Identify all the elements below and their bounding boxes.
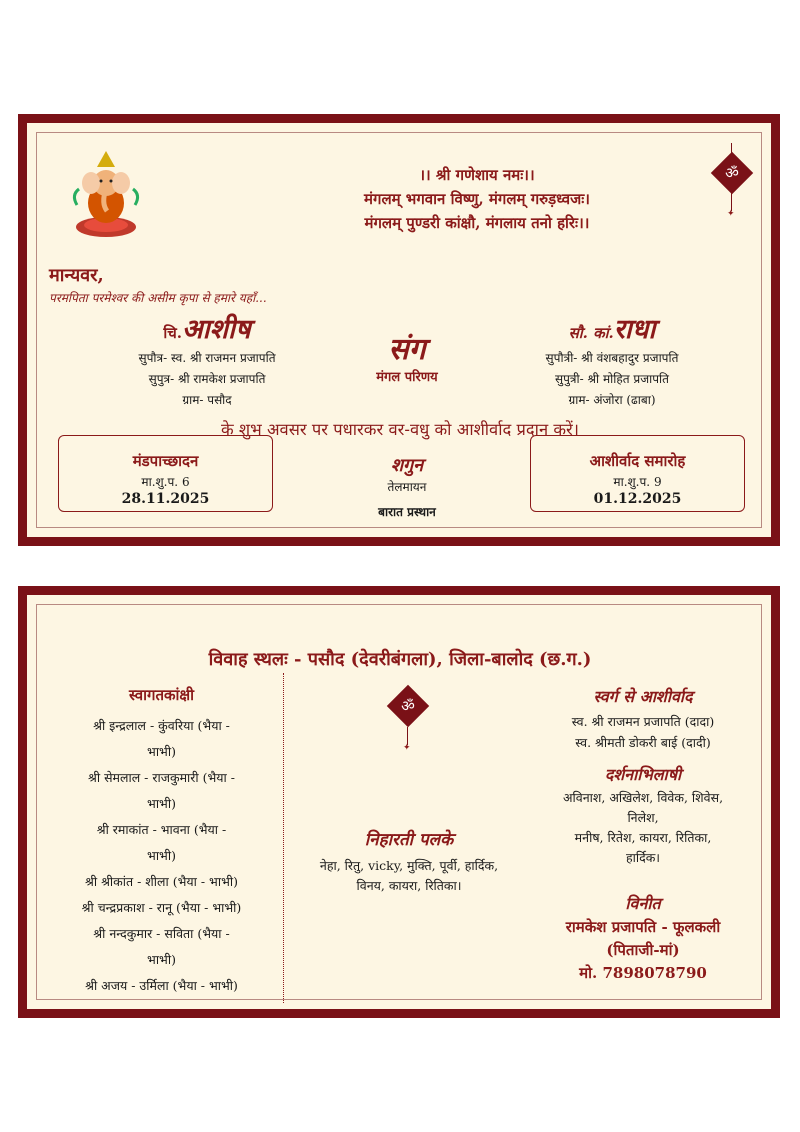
welcome-list — [49, 713, 274, 999]
diamond-icon: ✦ — [403, 743, 411, 753]
salutation: मान्यवर, — [49, 265, 104, 286]
niharti-block — [289, 827, 529, 896]
shloka-line: ।। श्री गणेशाय नमः।। — [419, 166, 535, 184]
welcome-line: भाभी) — [147, 744, 176, 759]
swarg-line: स्व. श्री राजमन प्रजापति (दादा) — [571, 714, 715, 729]
event-title: शगुन — [390, 455, 424, 476]
groom-detail: सुपुत्र- श्री रामकेश प्रजापति — [148, 372, 266, 386]
mangal-parinay: मंगल परिणय — [376, 370, 438, 385]
om-ornament — [710, 143, 754, 223]
welcome-line: श्री अजय - उर्मिला (भैया - भाभी) — [85, 978, 238, 993]
groom-name-line — [97, 315, 317, 348]
event-title: आशीर्वाद समारोह — [589, 452, 686, 470]
intro-line: परमपिता परमेश्वर की असीम कृपा से हमारे यहाँ... — [49, 291, 267, 305]
bride-detail: सुपौत्री- श्री वंशबहादुर प्रजापति — [545, 351, 679, 365]
shloka — [277, 163, 677, 235]
welcome-line: श्री नन्दकुमार - सविता (भैया - — [93, 926, 230, 941]
darshan-line: मनीष, रितेश, कायरा, रितिका, — [574, 830, 712, 845]
right-column — [527, 685, 759, 985]
bride-detail: सुपुत्री- श्री मोहित प्रजापति — [555, 372, 669, 386]
welcome-title: स्वागतकांक्षी — [128, 686, 195, 704]
welcome-line: भाभी) — [147, 796, 176, 811]
phone-number: मो. 7898078790 — [579, 964, 707, 982]
event-extra: बारात प्रस्थान — [378, 505, 436, 519]
event-box-left — [58, 435, 273, 512]
darshan-line: अविनाश, अखिलेश, विवेक, शिवेस, — [562, 790, 724, 805]
welcome-line: भाभी) — [147, 952, 176, 967]
diamond-icon: ✦ — [727, 209, 735, 219]
event-sub: मा.शु.प. 6 — [141, 475, 190, 489]
bride-block — [492, 315, 732, 411]
welcome-line: भाभी) — [147, 848, 176, 863]
groom-name: आशीष — [182, 314, 251, 345]
vinit-relation: (पिताजी-मां) — [606, 941, 680, 959]
niharti-line: नेहा, रितु, vicky, मुक्ति, पूर्वी, हार्दिक, — [319, 858, 499, 873]
bride-detail: ग्राम- अंजोरा (ढाबा) — [568, 393, 656, 407]
event-date: 28.11.2025 — [121, 491, 210, 507]
shloka-line: मंगलम् भगवान विष्णु, मंगलम् गरुड़ध्वजः। — [364, 190, 590, 208]
invitation-card-top — [18, 114, 780, 546]
welcome-line: श्री सेमलाल - राजकुमारी (भैया - — [88, 770, 235, 785]
om-icon: ॐ — [711, 152, 753, 194]
event-box-right — [530, 435, 745, 512]
darshan-line: हार्दिक। — [625, 850, 661, 865]
darshan-title: दर्शनाभिलाषी — [604, 765, 682, 784]
venue: विवाह स्थलः - पसौद (देवरीबंगला), जिला-बालोद (छ.ग.) — [208, 649, 592, 670]
groom-detail: सुपौत्र- स्व. श्री राजमन प्रजापति — [138, 351, 276, 365]
niharti-title: निहारती पलके — [364, 830, 454, 850]
om-icon: ॐ — [387, 685, 429, 727]
darshan-line: निलेश, — [627, 810, 659, 825]
event-center — [327, 453, 487, 520]
bride-prefix: सौ. कां. — [568, 324, 614, 342]
welcome-line: श्री रमाकांत - भावना (भैया - — [96, 822, 227, 837]
bride-name: राधा — [613, 314, 656, 345]
sang-block — [337, 333, 477, 385]
vinit-names: रामकेश प्रजापति - फूलकली — [565, 918, 721, 936]
blessing-line: के शुभ अवसर पर पधारकर वर-वधु को आशीर्वाद प्रदान करें। — [220, 420, 580, 439]
om-ornament — [386, 675, 430, 757]
bride-name-line — [492, 315, 732, 348]
niharti-line: विनय, कायरा, रितिका। — [356, 878, 462, 893]
groom-detail: ग्राम- पसौद — [182, 393, 232, 407]
groom-prefix: चि. — [163, 324, 183, 342]
welcome-line: श्री चन्द्रप्रकाश - रानू (भैया - भाभी) — [81, 900, 242, 915]
swarg-title: स्वर्ग से आशीर्वाद — [593, 687, 693, 706]
welcome-line: श्री इन्द्रलाल - कुंवरिया (भैया - — [93, 718, 230, 733]
groom-block — [97, 315, 317, 411]
welcome-line: श्री श्रीकांत - शीला (भैया - भाभी) — [85, 874, 238, 889]
shloka-line: मंगलम् पुण्डरी कांक्षौ, मंगलाय तनो हरिः।। — [364, 214, 590, 232]
event-date: 01.12.2025 — [593, 491, 682, 507]
vinit-title: विनीत — [625, 894, 661, 913]
ganesha-icon — [67, 145, 145, 245]
swarg-line: स्व. श्रीमती डोकरी बाई (दादी) — [575, 735, 711, 750]
event-title: मंडपाच्छादन — [132, 452, 199, 470]
sang: संग — [388, 332, 426, 367]
invitation-card-bottom — [18, 586, 780, 1018]
welcome-column — [49, 685, 274, 999]
event-sub: मा.शु.प. 9 — [613, 475, 662, 489]
event-sub: तेलमायन — [387, 480, 427, 494]
column-divider — [283, 673, 284, 1003]
